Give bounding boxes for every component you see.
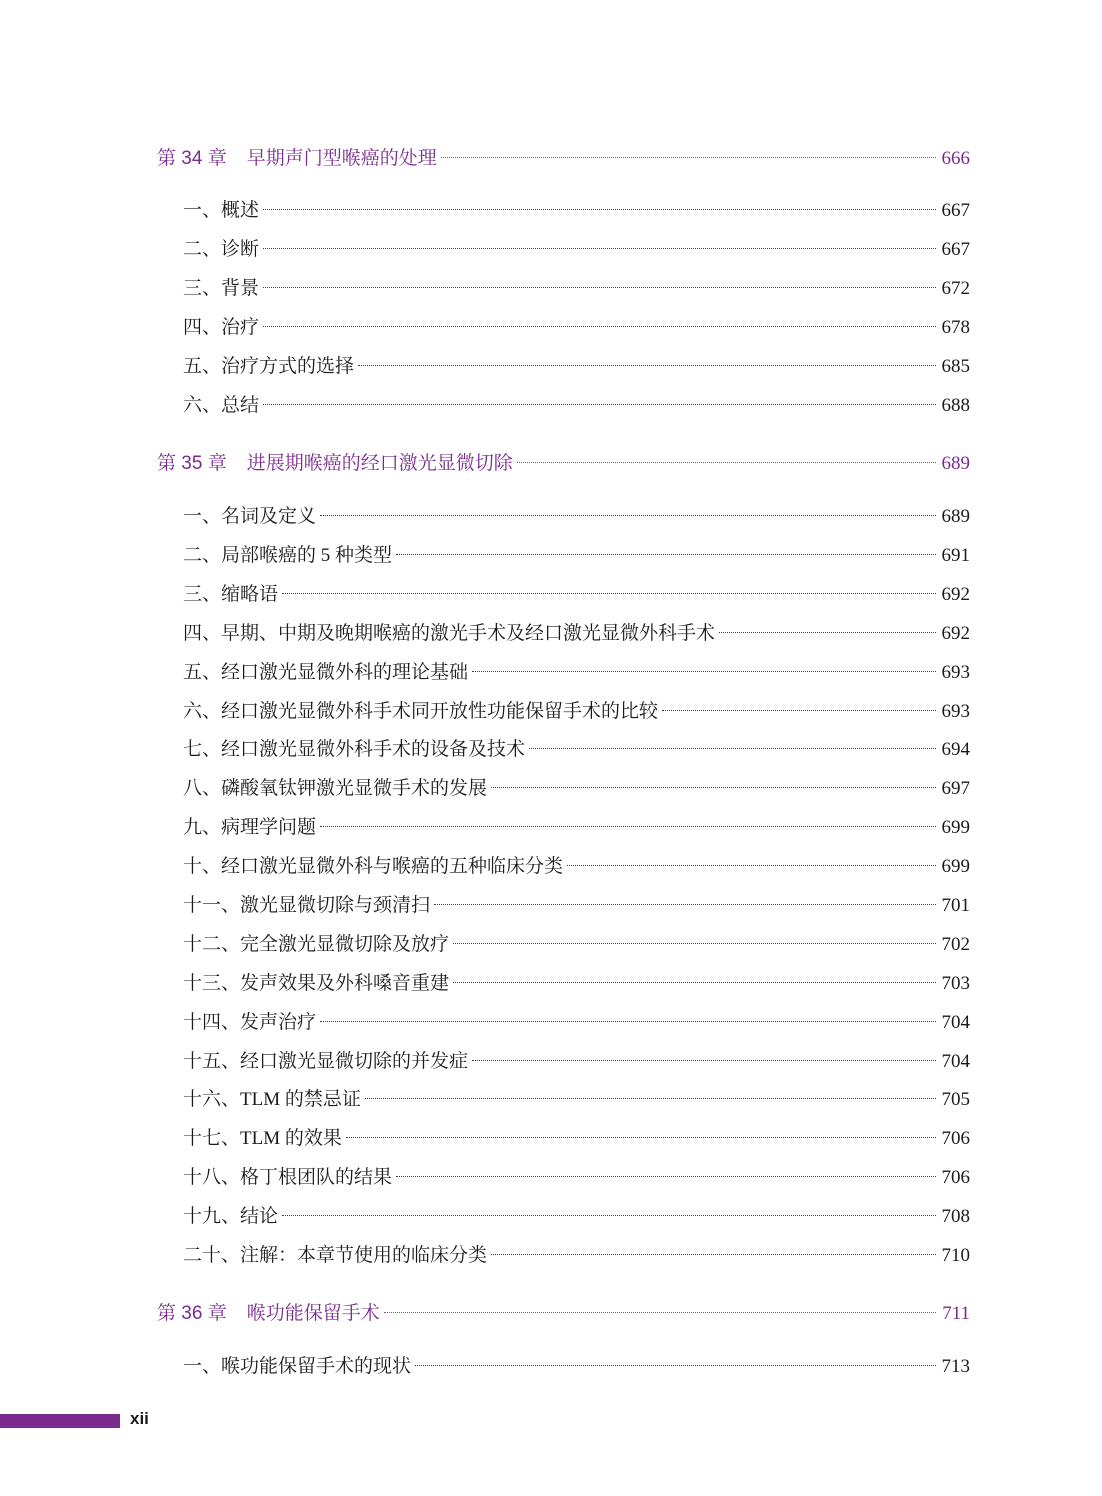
section-entry[interactable] xyxy=(157,275,970,303)
section-title: 六、总结 xyxy=(183,395,260,416)
section-title: 十四、发声治疗 xyxy=(183,1012,317,1033)
section-page-number: 693 xyxy=(941,701,970,722)
section-title: 五、治疗方式的选择 xyxy=(183,356,355,377)
section-title: 二十、注解：本章节使用的临床分类 xyxy=(183,1245,488,1266)
footer-accent-bar xyxy=(0,1414,120,1428)
dot-leader xyxy=(662,710,935,711)
section-page-number: 705 xyxy=(941,1089,970,1110)
section-entry[interactable] xyxy=(157,931,970,959)
section-page-number: 694 xyxy=(941,739,970,760)
section-title: 七、经口激光显微外科手术的设备及技术 xyxy=(183,739,526,760)
section-page-number: 678 xyxy=(941,317,970,338)
section-title: 二、诊断 xyxy=(183,239,260,260)
section-entry[interactable] xyxy=(157,236,970,264)
dot-leader xyxy=(396,1176,935,1177)
section-entry[interactable] xyxy=(157,197,970,225)
dot-leader xyxy=(396,554,935,555)
section-title: 十八、格丁根团队的结果 xyxy=(183,1167,393,1188)
section-title: 十、经口激光显微外科与喉癌的五种临床分类 xyxy=(183,856,564,877)
dot-leader xyxy=(491,1254,935,1255)
section-entry[interactable] xyxy=(157,698,970,726)
dot-leader xyxy=(472,1060,935,1061)
section-page-number: 672 xyxy=(941,278,970,299)
section-page-number: 667 xyxy=(941,200,970,221)
dot-leader xyxy=(282,593,935,594)
section-entry[interactable] xyxy=(157,970,970,998)
dot-leader xyxy=(434,904,935,905)
chapter-title: 喉功能保留手术 xyxy=(246,1303,380,1324)
section-page-number: 692 xyxy=(941,584,970,605)
dot-leader xyxy=(282,1215,935,1216)
section-page-number: 692 xyxy=(941,623,970,644)
dot-leader xyxy=(346,1137,936,1138)
section-page-number: 693 xyxy=(941,662,970,683)
dot-leader xyxy=(365,1098,936,1099)
section-page-number: 702 xyxy=(941,934,970,955)
section-page-number: 703 xyxy=(941,973,970,994)
section-page-number: 691 xyxy=(941,545,970,566)
section-title: 三、背景 xyxy=(183,278,260,299)
section-entry[interactable] xyxy=(157,1086,970,1114)
section-title: 十七、TLM 的效果 xyxy=(183,1128,342,1149)
section-entry[interactable] xyxy=(157,659,970,687)
section-title: 十一、激光显微切除与颈清扫 xyxy=(183,895,431,916)
section-page-number: 706 xyxy=(941,1128,970,1149)
chapter-entry-36[interactable] xyxy=(157,1300,970,1328)
section-title: 一、概述 xyxy=(183,200,260,221)
section-page-number: 713 xyxy=(941,1356,970,1377)
section-title: 九、病理学问题 xyxy=(183,817,317,838)
dot-leader xyxy=(263,248,935,249)
section-page-number: 708 xyxy=(941,1206,970,1227)
chapter-page-number: 711 xyxy=(942,1303,970,1324)
section-title: 六、经口激光显微外科手术同开放性功能保留手术的比较 xyxy=(183,701,659,722)
dot-leader xyxy=(719,632,935,633)
section-page-number: 685 xyxy=(941,356,970,377)
section-entry[interactable] xyxy=(157,892,970,920)
section-entry[interactable] xyxy=(157,1164,970,1192)
section-entry[interactable] xyxy=(157,353,970,381)
dot-leader xyxy=(441,157,936,158)
section-page-number: 689 xyxy=(941,506,970,527)
dot-leader xyxy=(263,404,935,405)
chapter-title: 进展期喉癌的经口激光显微切除 xyxy=(246,453,513,474)
dot-leader xyxy=(384,1312,936,1313)
dot-leader xyxy=(263,287,935,288)
section-title: 二、局部喉癌的 5 种类型 xyxy=(183,545,393,566)
section-entry[interactable] xyxy=(157,1353,970,1381)
chapter-title: 早期声门型喉癌的处理 xyxy=(246,148,437,169)
dot-leader xyxy=(529,748,935,749)
section-entry[interactable] xyxy=(157,1242,970,1270)
dot-leader xyxy=(320,826,935,827)
dot-leader xyxy=(517,462,936,463)
section-entry[interactable] xyxy=(157,581,970,609)
section-title: 一、名词及定义 xyxy=(183,506,317,527)
section-page-number: 704 xyxy=(941,1051,970,1072)
section-entry[interactable] xyxy=(157,814,970,842)
section-entry[interactable] xyxy=(157,736,970,764)
chapter-number: 第 34 章 xyxy=(157,148,227,169)
section-entry[interactable] xyxy=(157,503,970,531)
chapter-page-number: 666 xyxy=(941,148,970,169)
chapter-page-number: 689 xyxy=(941,453,970,474)
chapter-number: 第 36 章 xyxy=(157,1303,227,1324)
section-page-number: 699 xyxy=(941,817,970,838)
footer-page-number: xii xyxy=(130,1409,149,1428)
section-title: 十九、结论 xyxy=(183,1206,279,1227)
section-entry[interactable] xyxy=(157,775,970,803)
section-entry[interactable] xyxy=(157,392,970,420)
section-entry[interactable] xyxy=(157,314,970,342)
dot-leader xyxy=(472,671,935,672)
section-entry[interactable] xyxy=(157,1125,970,1153)
chapter-heading xyxy=(157,1300,380,1328)
dot-leader xyxy=(453,982,935,983)
section-page-number: 706 xyxy=(941,1167,970,1188)
dot-leader xyxy=(263,209,935,210)
dot-leader xyxy=(263,326,935,327)
section-entry[interactable] xyxy=(157,1009,970,1037)
chapter-heading xyxy=(157,450,513,478)
chapter-number: 第 35 章 xyxy=(157,453,227,474)
section-page-number: 710 xyxy=(941,1245,970,1266)
section-page-number: 688 xyxy=(941,395,970,416)
dot-leader xyxy=(453,943,935,944)
dot-leader xyxy=(320,515,935,516)
dot-leader xyxy=(491,787,935,788)
section-entry[interactable] xyxy=(157,1203,970,1231)
section-entry[interactable] xyxy=(157,1048,970,1076)
dot-leader xyxy=(320,1021,935,1022)
dot-leader xyxy=(358,365,935,366)
section-title: 三、缩略语 xyxy=(183,584,279,605)
section-title: 四、治疗 xyxy=(183,317,260,338)
section-title: 十三、发声效果及外科嗓音重建 xyxy=(183,973,450,994)
section-title: 四、早期、中期及晚期喉癌的激光手术及经口激光显微外科手术 xyxy=(183,623,716,644)
section-title: 八、磷酸氧钛钾激光显微手术的发展 xyxy=(183,778,488,799)
section-entry[interactable] xyxy=(157,620,970,648)
section-entry[interactable] xyxy=(157,542,970,570)
section-page-number: 667 xyxy=(941,239,970,260)
section-entry[interactable] xyxy=(157,853,970,881)
section-title: 十六、TLM 的禁忌证 xyxy=(183,1089,361,1110)
chapter-entry-34[interactable] xyxy=(157,145,970,173)
dot-leader xyxy=(415,1365,935,1366)
chapter-entry-35[interactable] xyxy=(157,450,970,478)
section-title: 五、经口激光显微外科的理论基础 xyxy=(183,662,469,683)
section-title: 一、喉功能保留手术的现状 xyxy=(183,1356,412,1377)
section-title: 十五、经口激光显微切除的并发症 xyxy=(183,1051,469,1072)
dot-leader xyxy=(567,865,935,866)
section-page-number: 701 xyxy=(941,895,970,916)
section-page-number: 704 xyxy=(941,1012,970,1033)
chapter-heading xyxy=(157,145,437,173)
section-page-number: 699 xyxy=(941,856,970,877)
section-title: 十二、完全激光显微切除及放疗 xyxy=(183,934,450,955)
section-page-number: 697 xyxy=(941,778,970,799)
